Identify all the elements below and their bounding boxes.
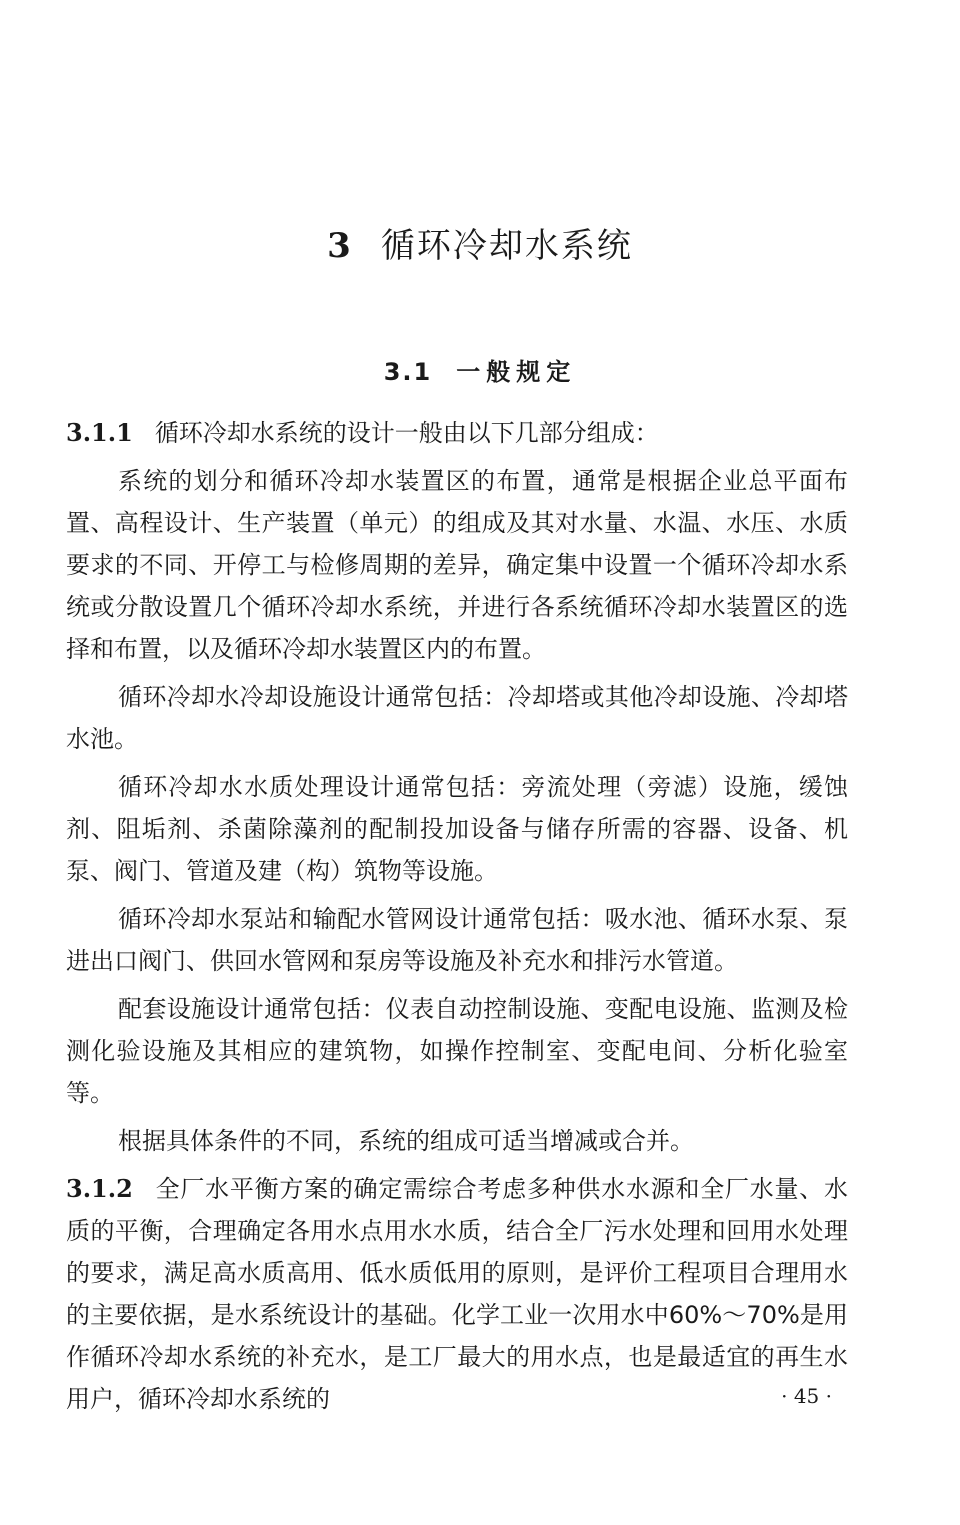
paragraph: 配套设施设计通常包括：仪表自动控制设施、变配电设施、监测及检测化验设施及其相应的建筑物，如操作控制室、变配电间、分析化验室等。	[66, 995, 848, 1107]
clause-text: 全厂水平衡方案的确定需综合考虑多种供水水源和全厂水量、水质的平衡，合理确定各用水点用水水质，结合全厂污水处理和回用水处理的要求，满足高水质高用、低水质低用的原则，是评价工程项目合理用水的主要依据，是水系统设计的基础。化学工业一次用水中60%～70%是用作循环冷却水系统的补充水，是工厂最大的用水点，也是最适宜的再生水用户，循环冷却水系统的	[66, 1175, 848, 1413]
chapter-number: 3	[327, 226, 353, 266]
clause-number: 3.1.2	[66, 1174, 133, 1203]
chapter-title: 循环冷却水系统	[380, 226, 633, 266]
paragraph: 循环冷却水水质处理设计通常包括：旁流处理（旁滤）设施，缓蚀剂、阻垢剂、杀菌除藻剂的配制投加设备与储存所需的容器、设备、机泵、阀门、管道及建（构）筑物等设施。	[66, 773, 848, 885]
chapter-heading	[0, 218, 960, 267]
clause-number: 3.1.1	[66, 418, 133, 447]
section-heading	[0, 352, 960, 387]
clause-text: 循环冷却水系统的设计一般由以下几部分组成：	[154, 419, 659, 447]
paragraph: 循环冷却水冷却设施设计通常包括：冷却塔或其他冷却设施、冷却塔水池。	[66, 683, 848, 753]
clause-paragraph	[66, 412, 848, 454]
page-number: · 45 ·	[781, 1384, 832, 1408]
paragraph: 循环冷却水泵站和输配水管网设计通常包括：吸水池、循环水泵、泵进出口阀门、供回水管网和泵房等设施及补充水和排污水管道。	[66, 905, 848, 975]
paragraph: 系统的划分和循环冷却水装置区的布置，通常是根据企业总平面布置、高程设计、生产装置（单元）的组成及其对水量、水温、水压、水质要求的不同、开停工与检修周期的差异，确定集中设置一个循环冷却水系统或分散设置几个循环冷却水系统，并进行各系统循环冷却水装置区的选择和布置，以及循环冷却水装置区内的布置。	[66, 467, 848, 663]
paragraph: 根据具体条件的不同，系统的组成可适当增减或合并。	[118, 1127, 694, 1155]
section-title: 一般规定	[456, 358, 577, 386]
clause-paragraph	[66, 1168, 848, 1420]
body-text	[66, 412, 848, 1426]
section-number: 3.1	[383, 358, 433, 386]
